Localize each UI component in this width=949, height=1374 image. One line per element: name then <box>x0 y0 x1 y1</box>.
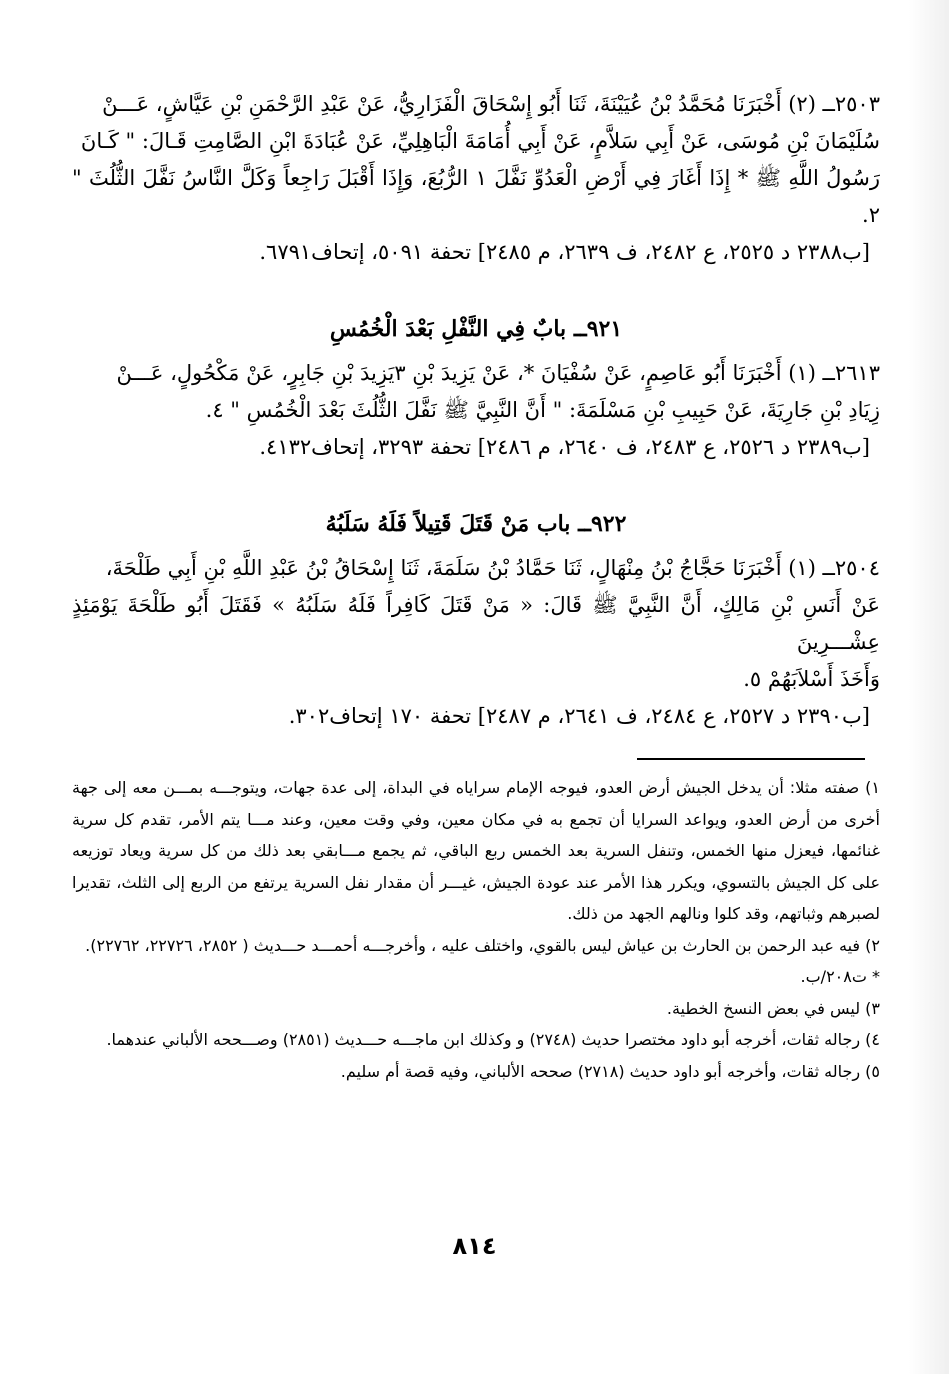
chapter-heading-921: ٩٢١ــ بابٌ فِي النَّفْلِ بَعْدَ الْخُمُسِ <box>329 316 623 342</box>
hadith-line: ٢٦١٣ــ (١) أَخْبَرَنَا أَبُو عَاصِمٍ، عَنْ سُفْيَانَ *، عَنْ يَزِيدَ بْنِ ٣يَزِيدَ بْنِ جَابِرٍ، عَنْ مَكْحُولٍ، عَـــنْ <box>116 361 880 385</box>
footnotes <box>72 772 880 1087</box>
footnote-2: ٢) فيه عبد الرحمن بن الحارث بن عياش ليس بالقوي، واختلف عليه ، وأخرجـــه أحمـــد حـــديث ( ٢٨٥٢، ٢٢٧٢٦، ٢٢٧٦٢). <box>85 935 880 955</box>
hadith-2504 <box>72 550 880 735</box>
chapter-heading-922: ٩٢٢ــ باب مَنْ قَتَلَ قَتِيلاً فَلَهُ سَلَبُهُ <box>325 511 627 537</box>
hadith-2503 <box>72 86 880 271</box>
hadith-line: ٢٥٠٤ــ (١) أَخْبَرَنَا حَجَّاجُ بْنُ مِنْهَالٍ، ثَنَا حَمَّادُ بْنُ سَلَمَةَ، ثَنَا إِسْحَاقُ بْنُ عَبْدِ اللَّهِ بْنِ أَبِي طَلْحَةَ، <box>105 556 880 580</box>
footnote-separator <box>637 758 865 760</box>
hadith-reference: [ب٢٣٨٩ د ٢٥٢٦، ع ٢٤٨٣، ف ٢٦٤٠، م ٢٤٨٦] تحفة ٣٢٩٣، إتحاف٤١٣٢. <box>259 435 870 459</box>
hadith-line: ٢٥٠٣ــ (٢) أَخْبَرَنَا مُحَمَّدُ بْنُ عُيَيْنَةَ، ثَنَا أَبُو إِسْحَاقَ الْفَزَارِيُّ، عَنْ عَبْدِ الرَّحْمَنِ بْنِ عَيَّاشٍ، عَـــنْ <box>102 92 880 116</box>
main-text <box>72 86 880 735</box>
footnote-3: ٣) ليس في بعض النسخ الخطية. <box>666 998 880 1018</box>
hadith-line: وَأَخَذَ أَسْلاَبَهُمْ ٥. <box>743 667 880 691</box>
footnote-5: ٥) رجاله ثقات، وأخرجه أبو داود حديث (٢٧١٨) صححه الألباني، وفيه قصة أم سليم. <box>340 1061 880 1081</box>
footnote-star: * ت٢٠٨/ب. <box>800 967 880 986</box>
page-number: ٨١٤ <box>452 1232 497 1260</box>
hadith-line: عَنْ أَنَسِ بْنِ مَالِكٍ، أَنَّ النَّبِيَّ ﷺ قَالَ: « مَنْ قَتَلَ كَافِراً فَلَهُ سَلَبُهُ » فَقَتَلَ أَبُو طَلْحَةَ يَوْمَئِذٍ عِشْـــرِينَ <box>72 593 880 654</box>
hadith-line: رَسُولُ اللَّهِ ﷺ * إِذَا أَغَارَ فِي أَرْضِ الْعَدُوِّ نَفَّلَ ١ الرُّبُعَ، وَإِذَا أَقْبَلَ رَاجِعاً وَكَلَّ النَّاسُ نَفَّلَ الثُّلُثَ " ٢. <box>72 166 881 227</box>
hadith-line: زِيَادِ بْنِ جَارِيَةَ، عَنْ حَبِيبِ بْنِ مَسْلَمَةَ: " أَنَّ النَّبِيَّ ﷺ نَفَّلَ الثُّلُثَ بَعْدَ الْخُمُسِ " ٤. <box>205 398 880 422</box>
scan-shading <box>909 0 949 1374</box>
footnote-1: ١) صفته مثلا: أن يدخل الجيش أرض العدو، فيوجه الإمام سراياه في البداة، إلى عدة جهات، ويتوجـــه بمـــن معه إلى جهة أخرى من أرض العدو، ويواعد السرايا أن تجمع به في مكان معين، وفي وقت معين، وعند مـــا يتم الأمر، تقدم كل سرية غنائمها، فيعزل منها الخمس، وتنفل السرية بعد الخمس ربع الباقي، ثم يجمع مـــابقي بعد ذلك من كل سرية ويعاد توزيعه على كل الجيش بالتسوي، ويكرر هذا الأمر عند عودة الجيش، غيـــر أن مقدار نفل السرية يرتفع من الربع إلى الثلث، تقديرا لصبرهم وثباتهم، وقد كلوا ونالهم الجهد من ذلك. <box>72 778 880 923</box>
hadith-reference: [ب٢٣٨٨ د ٢٥٢٥، ع ٢٤٨٢، ف ٢٦٣٩، م ٢٤٨٥] تحفة ٥٠٩١، إتحاف٦٧٩١. <box>259 240 870 264</box>
hadith-reference: [ب٢٣٩٠ د ٢٥٢٧، ع ٢٤٨٤، ف ٢٦٤١، م ٢٤٨٧] تحفة ١٧٠ إتحاف٣٠٢. <box>288 704 870 728</box>
footnote-4: ٤) رجاله ثقات، أخرجه أبو داود مختصرا حديث (٢٧٤٨) و وكذلك ابن ماجـــه حـــديث (٢٨٥١) وصـــححه الألباني عندهما. <box>106 1030 880 1049</box>
hadith-line: سُلَيْمَانَ بْنِ مُوسَى، عَنْ أَبِي سَلاَّمٍ، عَنْ أَبِي أُمَامَةَ الْبَاهِلِيِّ، عَنْ عُبَادَةَ ابْنِ الصَّامِتِ قَـالَ: " كَـانَ <box>80 129 880 153</box>
hadith-2613 <box>72 355 880 466</box>
